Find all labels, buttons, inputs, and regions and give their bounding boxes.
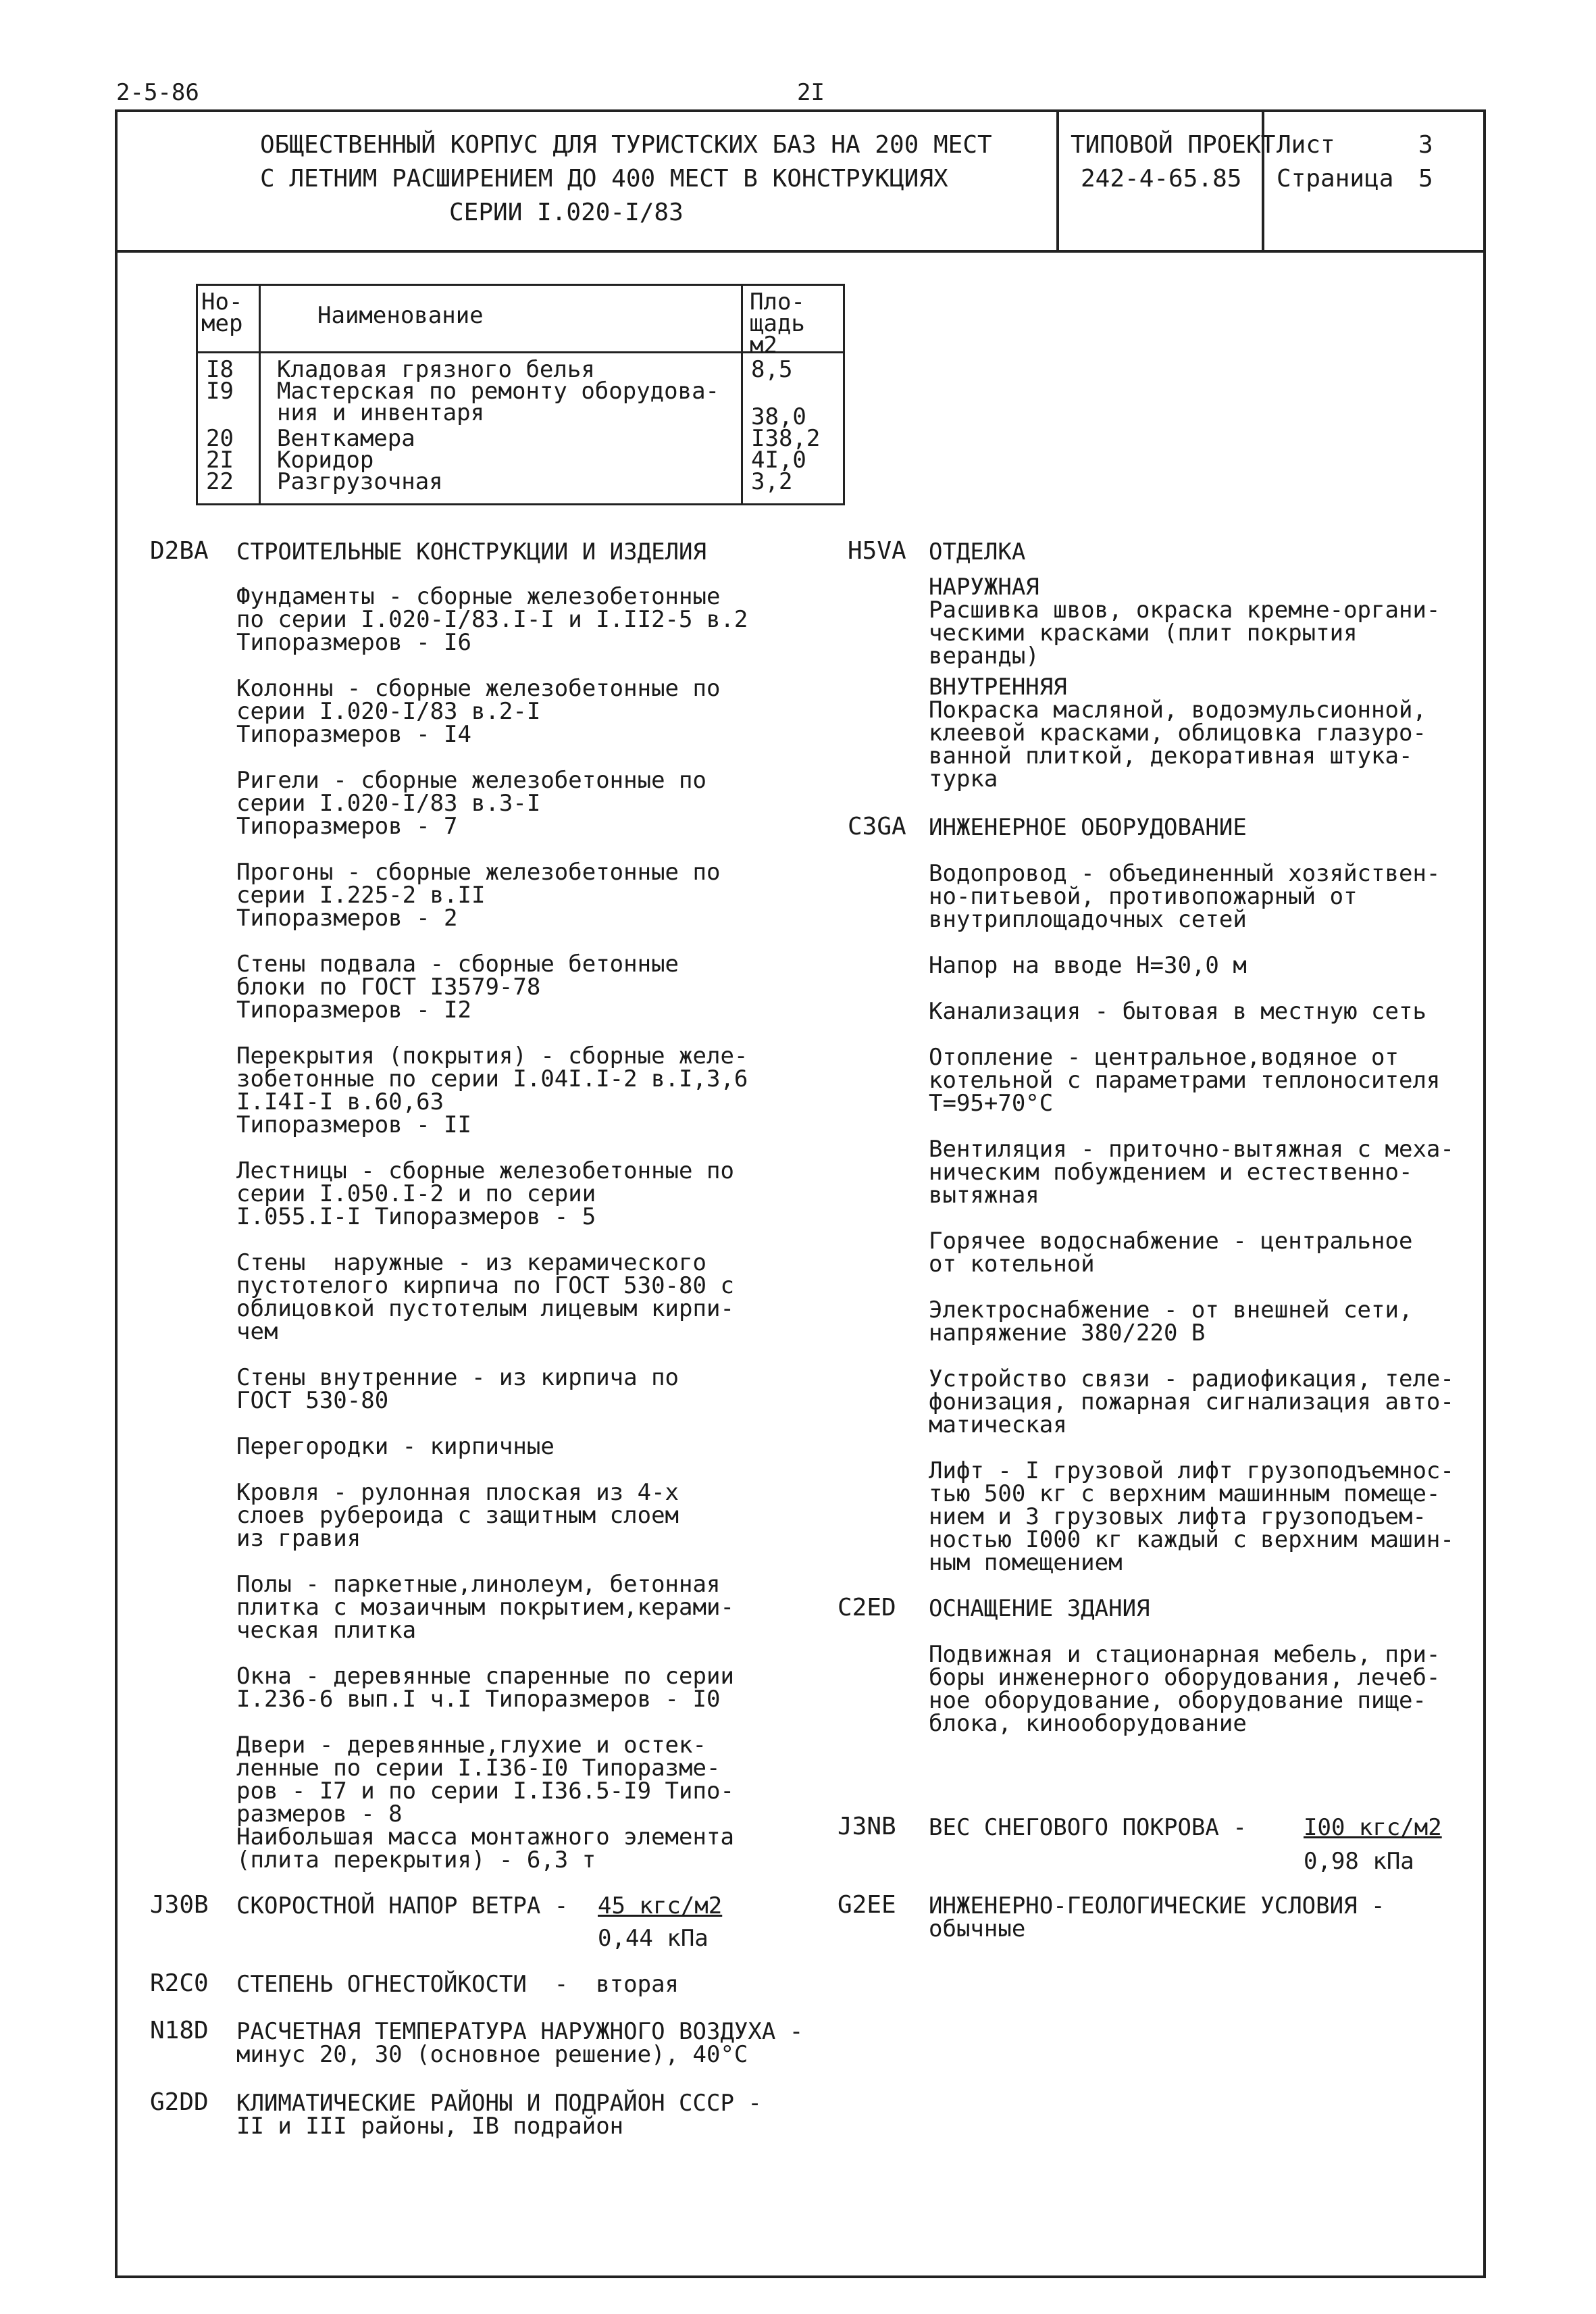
equipment-line: ное оборудование, оборудование пище-: [929, 1687, 1426, 1714]
item-line: слоев рубероида с защитным слоем: [236, 1502, 679, 1529]
finish-line: Покраска масляной, водоэмульсионной,: [929, 697, 1426, 724]
climate-regions: II и III районы, IB подрайон: [236, 2113, 624, 2140]
item-line: ным помещением: [929, 1549, 1123, 1576]
room-number: I9: [206, 378, 234, 405]
geo-conditions: ИНЖЕНЕРНО-ГЕОЛОГИЧЕСКИЕ УСЛОВИЯ -: [929, 1892, 1385, 1919]
room-number: 2I: [206, 447, 234, 474]
section-code: R2C0: [150, 1969, 209, 1997]
item-line: Отопление - центральное,водяное от: [929, 1044, 1399, 1071]
page-number: 2I: [797, 79, 825, 106]
section-title: ИНЖЕНЕРНОЕ ОБОРУДОВАНИЕ: [929, 814, 1247, 841]
design-temperature: минус 20, 30 (основное решение), 40°С: [236, 2041, 748, 2068]
header-area: м2: [750, 332, 777, 359]
room-name: Коридор: [277, 447, 374, 474]
item-line: от котельной: [929, 1251, 1095, 1278]
project-title-line: СЕРИИ I.020-I/83: [449, 199, 684, 226]
design-temperature: РАСЧЕТНАЯ ТЕМПЕРАТУРА НАРУЖНОГО ВОЗДУХА -: [236, 2018, 804, 2045]
item-line: размеров - 8: [236, 1801, 403, 1828]
header-number: Но-: [201, 288, 243, 316]
item-line: нием и 3 грузовых лифта грузоподъем-: [929, 1503, 1426, 1530]
header-name: Наименование: [317, 302, 484, 329]
room-area: I38,2: [751, 425, 821, 452]
item-line: Типоразмеров - II: [236, 1111, 471, 1138]
wind-value: 45 кгс/м2: [598, 1892, 723, 1919]
room-number: I8: [206, 356, 234, 383]
item-line: Окна - деревянные спаренные по серии: [236, 1663, 734, 1690]
item-line: серии I.050.I-2 и по серии: [236, 1180, 596, 1207]
finish-line: НАРУЖНАЯ: [929, 574, 1039, 601]
item-line: Напор на вводе Н=30,0 м: [929, 952, 1247, 979]
page-value: 5: [1418, 165, 1433, 193]
sheet-value: 3: [1418, 131, 1433, 159]
section-code: J30B: [150, 1891, 209, 1919]
item-line: пустотелого кирпича по ГОСТ 530-80 с: [236, 1272, 734, 1299]
equipment-line: Подвижная и стационарная мебель, при-: [929, 1641, 1441, 1668]
fire-resistance: СТЕПЕНЬ ОГНЕСТОЙКОСТИ - вторая: [236, 1971, 679, 1998]
item-line: Типоразмеров - 7: [236, 813, 458, 840]
item-line: ленные по серии I.I36-I0 Типоразме-: [236, 1755, 721, 1782]
wind-label: СКОРОСТНОЙ НАПОР ВЕТРА -: [236, 1892, 569, 1919]
item-line: фонизация, пожарная сигнализация авто-: [929, 1388, 1454, 1415]
item-line: Наибольшая масса монтажного элемента: [236, 1823, 734, 1851]
item-line: Кровля - рулонная плоская из 4-х: [236, 1479, 679, 1506]
header-area: щадь: [750, 310, 805, 337]
item-line: но-питьевой, противопожарный от: [929, 883, 1358, 910]
section-code: J3NB: [838, 1813, 896, 1840]
section-code: D2BA: [150, 537, 209, 565]
item-line: напряжение 380/220 В: [929, 1319, 1206, 1347]
date-stamp: 2-5-86: [116, 79, 199, 106]
item-line: вытяжная: [929, 1182, 1039, 1209]
item-line: плитка с мозаичным покрытием,керами-: [236, 1594, 734, 1621]
item-line: серии I.020-I/83 в.2-I: [236, 698, 541, 725]
finish-line: ВНУТРЕННЯЯ: [929, 674, 1067, 701]
finish-line: веранды): [929, 643, 1039, 670]
item-line: котельной с параметрами теплоносителя: [929, 1067, 1441, 1094]
item-line: серии I.020-I/83 в.3-I: [236, 790, 541, 817]
item-line: ностью I000 кг каждый с верхним машин-: [929, 1526, 1454, 1553]
item-line: Стены внутренние - из кирпича по: [236, 1364, 679, 1391]
table-header-divider: [196, 351, 843, 353]
room-name: Мастерская по ремонту оборудова-: [277, 378, 720, 405]
equipment-line: блока, кинооборудование: [929, 1710, 1247, 1737]
finish-line: турка: [929, 765, 998, 793]
room-area: 8,5: [751, 356, 793, 383]
item-line: I.055.I-I Типоразмеров - 5: [236, 1203, 596, 1230]
item-line: Типоразмеров - 2: [236, 905, 458, 932]
item-line: Лифт - I грузовой лифт грузоподъемнос-: [929, 1457, 1454, 1484]
room-name: Венткамера: [277, 425, 415, 452]
item-line: ров - I7 и по серии I.I36.5-I9 Типо-: [236, 1778, 734, 1805]
project-title-line: ОБЩЕСТВЕННЫЙ КОРПУС ДЛЯ ТУРИСТСКИХ БАЗ НА 200 МЕСТ: [260, 131, 992, 159]
item-line: серии I.225-2 в.II: [236, 882, 486, 909]
header-number: мер: [201, 310, 243, 337]
item-line: Перегородки - кирпичные: [236, 1433, 555, 1460]
item-line: Горячее водоснабжение - центральное: [929, 1228, 1413, 1255]
item-line: Стены подвала - сборные бетонные: [236, 951, 679, 978]
item-line: Канализация - бытовая в местную сеть: [929, 998, 1426, 1025]
finish-line: Расшивка швов, окраска кремне-органи-: [929, 597, 1441, 624]
type-project-label: ТИПОВОЙ ПРОЕКТ: [1071, 131, 1276, 159]
equipment-line: боры инженерного оборудования, лечеб-: [929, 1664, 1441, 1691]
item-line: из гравия: [236, 1525, 361, 1552]
item-line: Вентиляция - приточно-вытяжная с меха-: [929, 1136, 1454, 1163]
room-name: Кладовая грязного белья: [277, 356, 595, 383]
item-line: Фундаменты - сборные железобетонные: [236, 583, 721, 610]
item-line: матическая: [929, 1411, 1067, 1438]
item-line: Водопровод - объединенный хозяйствен-: [929, 860, 1441, 887]
section-code: N18D: [150, 2017, 209, 2044]
section-code: C2ED: [838, 1594, 896, 1621]
item-line: Лестницы - сборные железобетонные по: [236, 1157, 734, 1184]
snow-value-kpa: 0,98 кПа: [1304, 1848, 1414, 1875]
project-number: 242-4-65.85: [1081, 165, 1242, 193]
item-line: Перекрытия (покрытия) - сборные желе-: [236, 1042, 748, 1070]
header-area: Пло-: [750, 288, 805, 316]
item-line: Двери - деревянные,глухие и остек-: [236, 1732, 706, 1759]
snow-value: I00 кгс/м2: [1304, 1814, 1442, 1841]
item-line: Типоразмеров - I4: [236, 721, 471, 748]
room-name: ния и инвентаря: [277, 399, 485, 426]
item-line: I.I4I-I в.60,63: [236, 1088, 444, 1115]
geo-conditions: обычные: [929, 1915, 1026, 1942]
section-code: H5VA: [848, 537, 906, 565]
item-line: Колонны - сборные железобетонные по: [236, 675, 721, 702]
section-title: ОТДЕЛКА: [929, 538, 1026, 565]
item-line: Прогоны - сборные железобетонные по: [236, 859, 721, 886]
item-line: блоки по ГОСТ I3579-78: [236, 974, 541, 1001]
room-name: Разгрузочная: [277, 468, 443, 495]
item-line: Устройство связи - радиофикация, теле-: [929, 1365, 1454, 1392]
sheet-label: Лист: [1277, 131, 1335, 159]
table-column-divider: [259, 284, 261, 503]
room-area: 38,0: [751, 403, 806, 430]
item-line: Стены наружные - из керамического: [236, 1249, 706, 1276]
section-title: СТРОИТЕЛЬНЫЕ КОНСТРУКЦИИ И ИЗДЕЛИЯ: [236, 538, 706, 565]
section-code: C3GA: [848, 813, 906, 840]
item-line: тью 500 кг с верхним машинным помеще-: [929, 1480, 1441, 1507]
item-line: Полы - паркетные,линолеум, бетонная: [236, 1571, 721, 1598]
finish-line: ванной плиткой, декоративная штука-: [929, 743, 1413, 770]
table-column-divider: [741, 284, 743, 503]
page-label: Страница: [1277, 165, 1394, 193]
item-line: зобетонные по серии I.04I.I-2 в.I,3,6: [236, 1065, 748, 1092]
snow-label: ВЕС СНЕГОВОГО ПОКРОВА -: [929, 1814, 1247, 1841]
item-line: Т=95+70°С: [929, 1090, 1054, 1117]
item-line: Типоразмеров - I6: [236, 629, 471, 656]
item-line: (плита перекрытия) - 6,3 т: [236, 1846, 596, 1873]
room-area: 4I,0: [751, 447, 806, 474]
item-line: внутриплощадочных сетей: [929, 906, 1247, 933]
item-line: ГОСТ 530-80: [236, 1387, 389, 1414]
climate-regions: КЛИМАТИЧЕСКИЕ РАЙОНЫ И ПОДРАЙОН СССР -: [236, 2090, 762, 2117]
item-line: по серии I.020-I/83.I-I и I.II2-5 в.2: [236, 606, 748, 633]
item-line: Типоразмеров - I2: [236, 997, 471, 1024]
item-line: чем: [236, 1318, 278, 1345]
room-number: 22: [206, 468, 234, 495]
section-code: G2EE: [838, 1891, 896, 1919]
item-line: ническим побуждением и естественно-: [929, 1159, 1413, 1186]
wind-value-kpa: 0,44 кПа: [598, 1925, 709, 1952]
item-line: I.236-6 вып.I ч.I Типоразмеров - I0: [236, 1686, 721, 1713]
item-line: ческая плитка: [236, 1617, 417, 1644]
room-number: 20: [206, 425, 234, 452]
item-line: Электроснабжение - от внешней сети,: [929, 1297, 1413, 1324]
finish-line: клеевой красками, облицовка глазуро-: [929, 720, 1426, 747]
section-title: ОСНАЩЕНИЕ ЗДАНИЯ: [929, 1595, 1150, 1622]
section-code: G2DD: [150, 2088, 209, 2116]
title-block-divider: [1056, 109, 1059, 250]
room-area: 3,2: [751, 468, 793, 495]
item-line: облицовкой пустотелым лицевым кирпи-: [236, 1295, 734, 1322]
finish-line: ческими красками (плит покрытия: [929, 620, 1358, 647]
title-block-divider: [115, 250, 1486, 253]
project-title-line: С ЛЕТНИМ РАСШИРЕНИЕМ ДО 400 МЕСТ В КОНСТРУКЦИЯХ: [260, 165, 948, 193]
item-line: Ригели - сборные железобетонные по: [236, 767, 706, 794]
